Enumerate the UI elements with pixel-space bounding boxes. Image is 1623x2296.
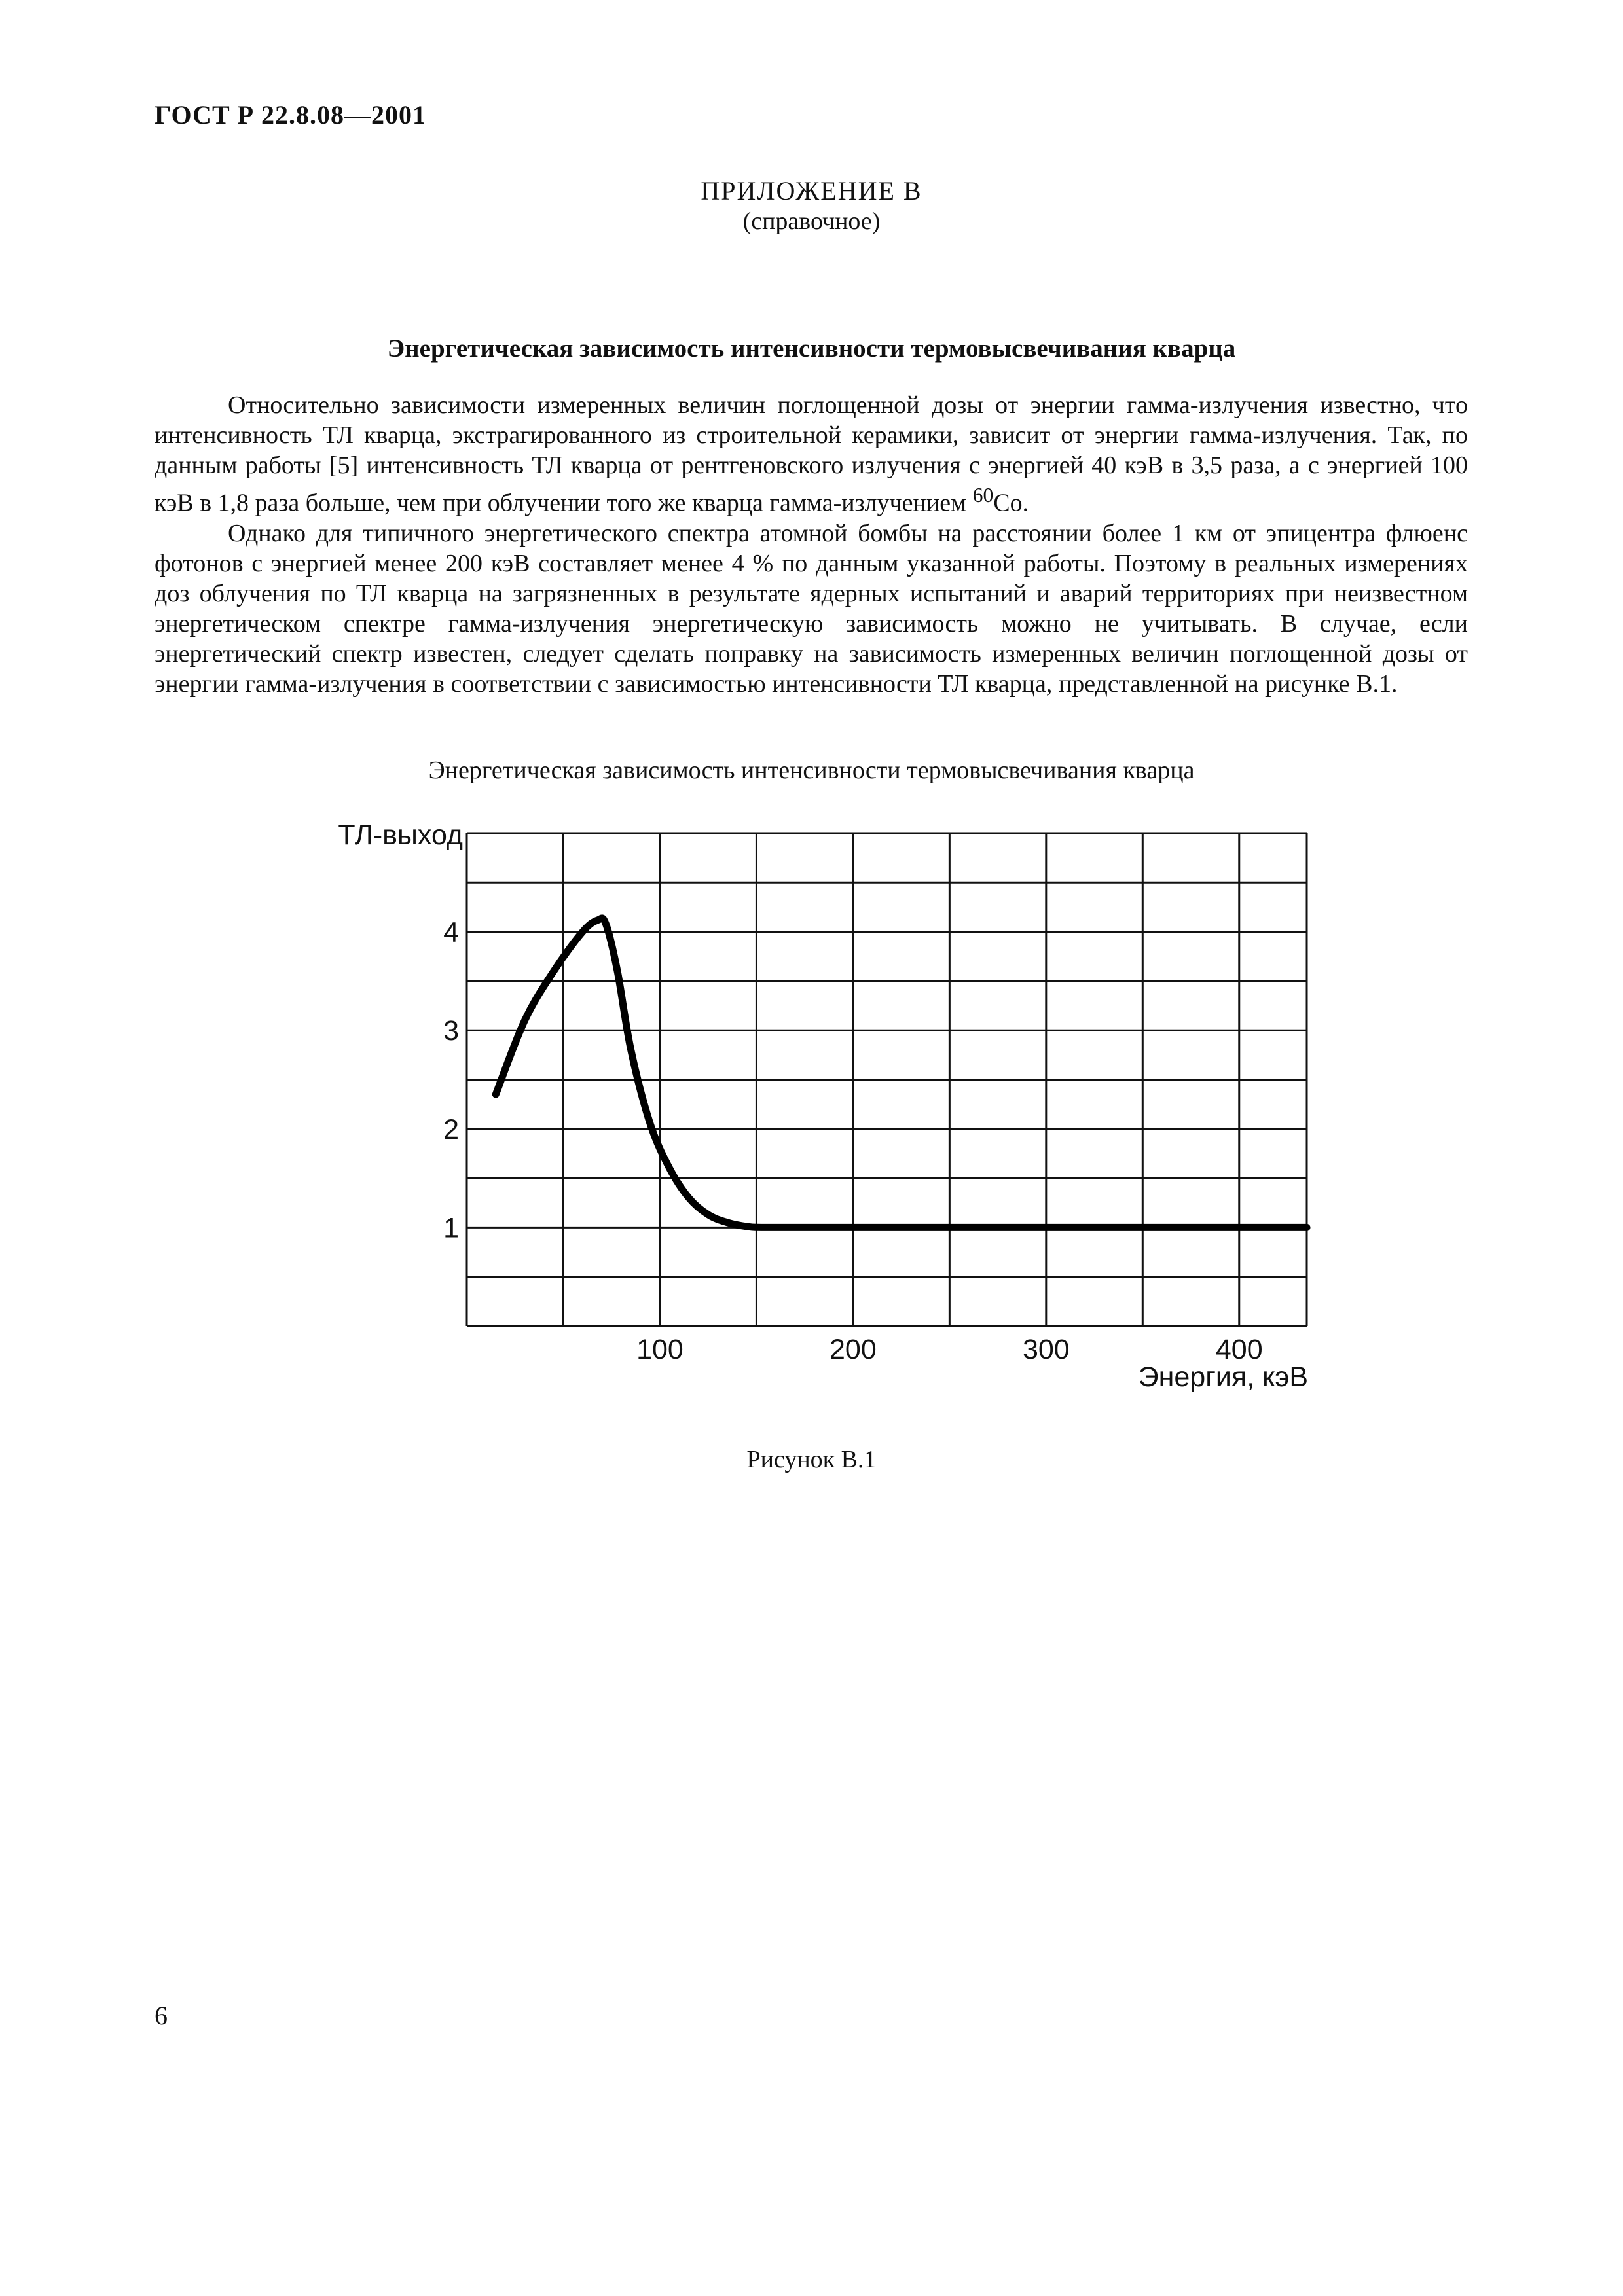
figure-caption: Энергетическая зависимость интенсивности термовысвечивания кварца — [428, 757, 1195, 784]
document-code: ГОСТ Р 22.8.08—2001 — [155, 100, 427, 130]
y-tick-label: 3 — [443, 1015, 459, 1047]
page-number: 6 — [155, 2001, 168, 2030]
isotope-symbol: Co. — [993, 489, 1029, 517]
body-text — [155, 390, 1468, 699]
x-tick-labels — [636, 1334, 1263, 1365]
paragraph-2: Однако для типичного энергетического спектра атомной бомбы на расстоянии более 1 км от эпицентра флюенс фотонов с энергией менее 200 кэВ составляет менее 4 % по данным указанной работы. Поэтому в реальных измерениях доз облучения по ТЛ кварца на загрязненных в результате ядерных испытаний и аварий территориях при неизвестном энергетическом спектре гамма-излучения энергетическую зависимость можно не учитывать. В случае, если энергетический спектр известен, следует сделать поправку на зависимость измеренных величин поглощенной дозы от энергии гамма-излучения в соответствии с зависимостью интенсивности ТЛ кварца, представленной на рисунке В.1. — [155, 519, 1468, 698]
y-tick-label: 2 — [443, 1113, 459, 1145]
x-tick-label: 400 — [1215, 1334, 1263, 1365]
figure-label: Рисунок В.1 — [746, 1446, 877, 1473]
y-tick-labels — [443, 917, 459, 1244]
x-tick-label: 100 — [636, 1334, 684, 1365]
isotope-mass-number: 60 — [972, 484, 994, 507]
x-tick-label: 200 — [830, 1334, 877, 1365]
tl-yield-curve — [496, 918, 1307, 1228]
tl-energy-chart — [275, 805, 1322, 1427]
y-tick-label: 1 — [443, 1212, 459, 1244]
x-axis-label: Энергия, кэВ — [1138, 1361, 1308, 1393]
appendix-subtitle: (справочное) — [742, 207, 881, 235]
paragraph-1 — [155, 390, 1468, 518]
x-tick-label: 300 — [1022, 1334, 1070, 1365]
y-axis-label: ТЛ-выход — [338, 819, 463, 851]
paragraph-1-text: Относительно зависимости измеренных величин поглощенной дозы от энергии гамма-излучения известно, что интенсивность ТЛ кварца, экстрагированного из строительной керамики, зависит от энергии гамма-излучения. Так, по данным работы [5] интенсивность ТЛ кварца от рентгеновского излучения с энергией 40 кэВ в 3,5 раза, а с энергией 100 кэВ в 1,8 раза больше, чем при облучении того же кварца гамма-излучением — [155, 391, 1468, 517]
chart-grid — [467, 833, 1307, 1326]
section-title: Энергетическая зависимость интенсивности термовысвечивания кварца — [387, 334, 1236, 363]
y-tick-label: 4 — [443, 916, 459, 948]
appendix-title: ПРИЛОЖЕНИЕ В — [701, 176, 922, 206]
